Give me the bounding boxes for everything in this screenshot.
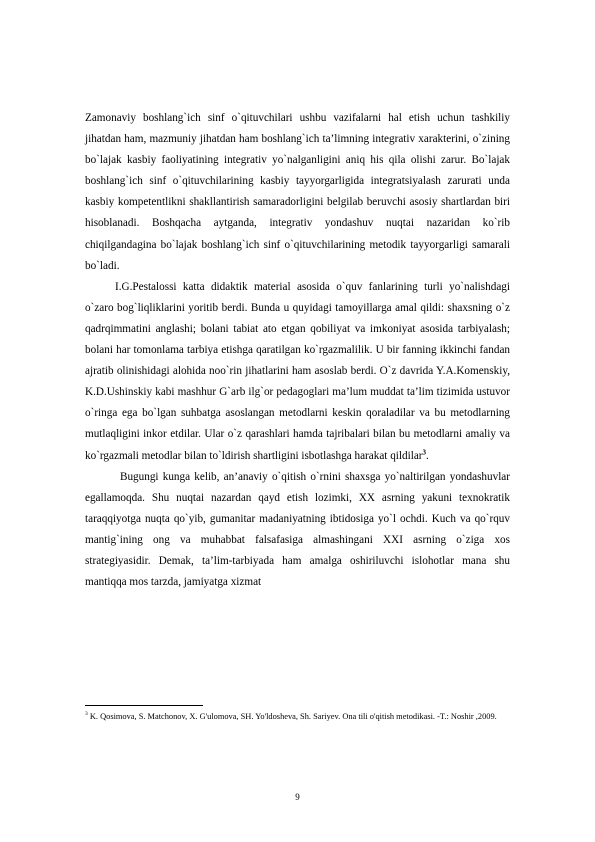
footnote-text: K. Qosimova, S. Matchonov, X. G'ulomova, SH. Yo'ldosheva, Sh. Sariyev. Ona tili o'qitish metodikasi. -T.: Noshir ,2009.	[87, 712, 497, 721]
footnote-separator	[85, 705, 203, 706]
footnote-marker: 3	[85, 711, 88, 718]
footnote	[85, 709, 510, 724]
paragraph-2-text: I.G.Pestalossi katta didaktik material asosida o`quv fanlarining turli yo`nalishdagi o`zaro bog`liqliklarini yoritib berdi. Bunda u quyidagi tamoyillarga amal qildi: shaxsning o`z qadrqimmatini anglashi; bolani tabiat ato etgan qobiliyat va imkoniyat asosida tarbiyalash; bolani har tomonlama tarbiya etishga qaratilgan ko`rgazmalilik. U bir fanning ikkinchi fandan ajratib olinishidagi alohida noo`rin jihatlarini ham asoslab berdi. O`z davrida Y.A.Komenskiy, K.D.Ushinskiy kabi mashhur G`arb ilg`or pedagoglari ma’lum muddat ta’lim tizimida ustuvor o`ringa ega bo`lgan suhbatga asoslangan metodlarni keskin qoraladilar va bu metodlarning mutlaqligini inkor etdilar. Ular o`z qarashlari hamda tajribalari bilan bu metodlarni amaliy va ko`rgazmali metodlar bilan to`ldirish shartligini isbotlashga harakat qildilar	[85, 280, 510, 462]
paragraph-1: Zamonaviy boshlang`ich sinf o`qituvchilari ushbu vazifalarni hal etish uchun tashkiliy jihatdan ham, mazmuniy jihatdan ham boshlang`ich ta’limning integrativ xarakterini, o`zining bo`lajak kasbiy faoliyatining integrativ yo`nalganligini aniq his qila olishi zarur. Bo`lajak boshlang`ich sinf o`qituvchilarining kasbiy tayyorgarligida integratsiyalash zarurati unda kasbiy kompetentlikni shakllantirish samaradorligini belgilab beruvchi asosiy shartlardan biri hisoblanadi. Boshqacha aytganda, integrativ yondashuv nuqtai nazaridan ko`rib chiqilgandagina bo`lajak boshlang`ich sinf o`qituvchilarining metodik tayyorgarligi samarali bo`ladi.	[85, 112, 510, 272]
page-number: 9	[295, 792, 300, 802]
paragraph-3: Bugungi kunga kelib, an’anaviy o`qitish o`rnini shaxsga yo`naltirilgan yondashuvlar egallamoqda. Shu nuqtai nazardan qayd etish lozimki, XX asrning yakuni texnokratik taraqqiyotga nuqta qo`yib, gumanitar madaniyatning ibtidosiga yo`l ochdi. Kuch va qo`rquv mantig`ining ong va muhabbat falsafasiga almashingani XXI asrning o`ziga xos strategiyasidir. Demak, ta’lim-tarbiyada ham amalga oshiriluvchi islohotlar mana shu mantiqqa mos tarzda, jamiyatga xizmat	[85, 470, 510, 589]
footnote-reference: 3	[422, 447, 427, 456]
paragraph-2	[85, 277, 510, 467]
body-text	[85, 108, 510, 593]
paragraph-2-end: .	[426, 449, 429, 462]
